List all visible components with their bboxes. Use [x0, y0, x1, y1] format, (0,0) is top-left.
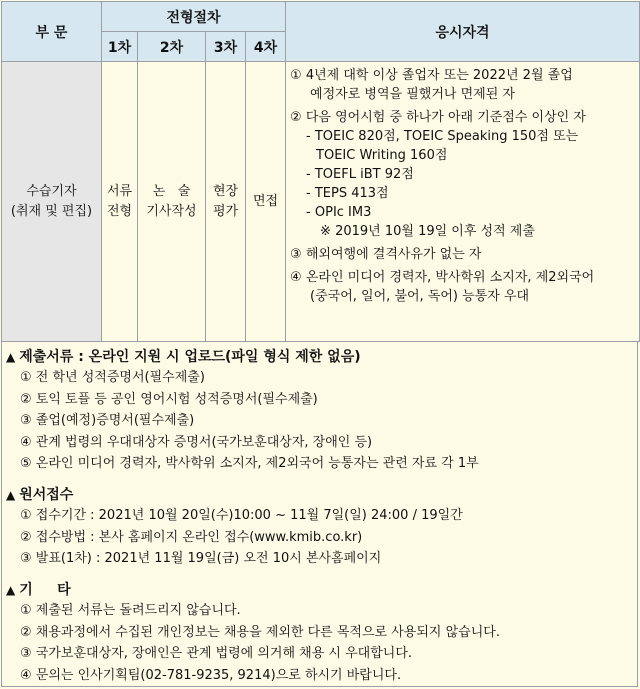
header-qualification: 응시자격: [286, 2, 640, 62]
header-step-4: 4차: [246, 32, 286, 62]
qualification-cell: [286, 62, 640, 342]
documents-item: ③ 졸업(예정)증명서(필수제출): [20, 413, 195, 429]
step-4-cell: 면접: [246, 62, 286, 342]
step-1-line2: 전형: [106, 203, 133, 219]
header-division: 부 문: [2, 2, 102, 62]
documents-title-text: 제출서류 : 온라인 지원 시 업로드(파일 형식 제한 없음): [19, 349, 361, 365]
step-2-line1: 논 술: [152, 183, 191, 199]
header-process: 전형절차: [102, 2, 286, 32]
division-cell: [2, 62, 102, 342]
etc-item: ② 채용과정에서 수집된 개인정보는 채용을 제외한 다른 목적으로 사용되지 않습니다.: [20, 624, 500, 640]
triangle-bullet-icon: ▲: [6, 488, 16, 502]
qualification-2: [290, 108, 633, 241]
qualification-3-line1: ③ 해외여행에 결격사유가 없는 자: [290, 247, 482, 262]
qualification-4: [290, 268, 633, 306]
triangle-bullet-icon: ▲: [6, 583, 16, 597]
application-title: [6, 485, 463, 505]
step-1-line1: 서류: [106, 183, 133, 199]
step-2-cell: [138, 62, 206, 342]
qualification-1-line1: ① 4년제 대학 이상 졸업자 또는 2022년 2월 졸업: [290, 68, 573, 83]
header-step-1: 1차: [102, 32, 138, 62]
etc-section: [6, 580, 500, 686]
step-1-cell: [102, 62, 138, 342]
qualification-2-line1: ② 다음 영어시험 중 하나가 아래 기준점수 이상인 자: [290, 110, 586, 125]
documents-item: ② 토익 토플 등 공인 영어시험 성적증명서(필수제출): [20, 391, 318, 407]
qualification-2-toeic: - TOEIC 820점, TOEIC Speaking 150점 또는: [306, 129, 579, 144]
step-3-cell: [206, 62, 246, 342]
qualification-1: [290, 66, 633, 104]
qualification-2-teps: - TEPS 413점: [306, 186, 389, 201]
qualification-4-line1: ④ 온라인 미디어 경력자, 박사학위 소지자, 제2외국어: [290, 270, 595, 285]
triangle-bullet-icon: ▲: [6, 350, 16, 364]
header-step-3: 3차: [206, 32, 246, 62]
application-item: ③ 발표(1차) : 2021년 11월 19일(금) 오전 10시 본사홈페이지: [20, 551, 382, 567]
application-section: [6, 485, 463, 570]
qualification-2-toefl: - TOEFL iBT 92점: [306, 167, 414, 182]
application-item: ② 접수방법 : 본사 홈페이지 온라인 접수(www.kmib.co.kr): [20, 529, 363, 545]
application-item: ① 접수기간 : 2021년 10월 20일(수)10:00 ~ 11월 7일(일) 24:00 / 19일간: [20, 508, 463, 523]
documents-section: [6, 347, 479, 475]
qualification-2-note: ※ 2019년 10월 19일 이후 성적 제출: [320, 224, 535, 239]
documents-item: ① 전 학년 성적증명서(필수제출): [20, 370, 205, 385]
documents-item: ⑤ 온라인 미디어 경력자, 박사학위 소지자, 제2외국어 능통자는 관련 자료 각 1부: [20, 456, 479, 472]
qualification-1-line2: 예정자로 병역을 필했거나 면제된 자: [310, 87, 515, 102]
division-name: 수습기자: [26, 183, 77, 199]
application-title-text: 원서접수: [19, 487, 74, 503]
step-3-line2: 평가: [212, 203, 239, 219]
etc-title: [6, 580, 500, 600]
recruitment-table: [1, 1, 640, 342]
qualification-2-toeic-writing: TOEIC Writing 160점: [316, 148, 448, 163]
qualification-4-line2: (중국어, 일어, 불어, 독어) 능통자 우대: [310, 289, 530, 304]
etc-item: ③ 국가보훈대상자, 장애인은 관계 법령에 의거해 채용 시 우대합니다.: [20, 646, 413, 662]
division-sub: (취재 및 편집): [10, 203, 93, 219]
documents-title: [6, 347, 479, 367]
etc-item: ④ 문의는 인사기획팀(02-781-9235, 9214)으로 하시기 바랍니다.: [20, 667, 402, 683]
header-step-2: 2차: [138, 32, 206, 62]
qualification-3: [290, 245, 633, 264]
step-2-line2: 기사작성: [146, 203, 197, 219]
etc-item: ① 제출된 서류는 돌려드리지 않습니다.: [20, 603, 241, 618]
qualification-2-opic: - OPIc IM3: [306, 205, 372, 220]
etc-title-text: 기 타: [19, 582, 71, 598]
step-3-line1: 현장: [212, 183, 239, 199]
documents-item: ④ 관계 법령의 우대대상자 증명서(국가보훈대상자, 장애인 등): [20, 434, 373, 450]
